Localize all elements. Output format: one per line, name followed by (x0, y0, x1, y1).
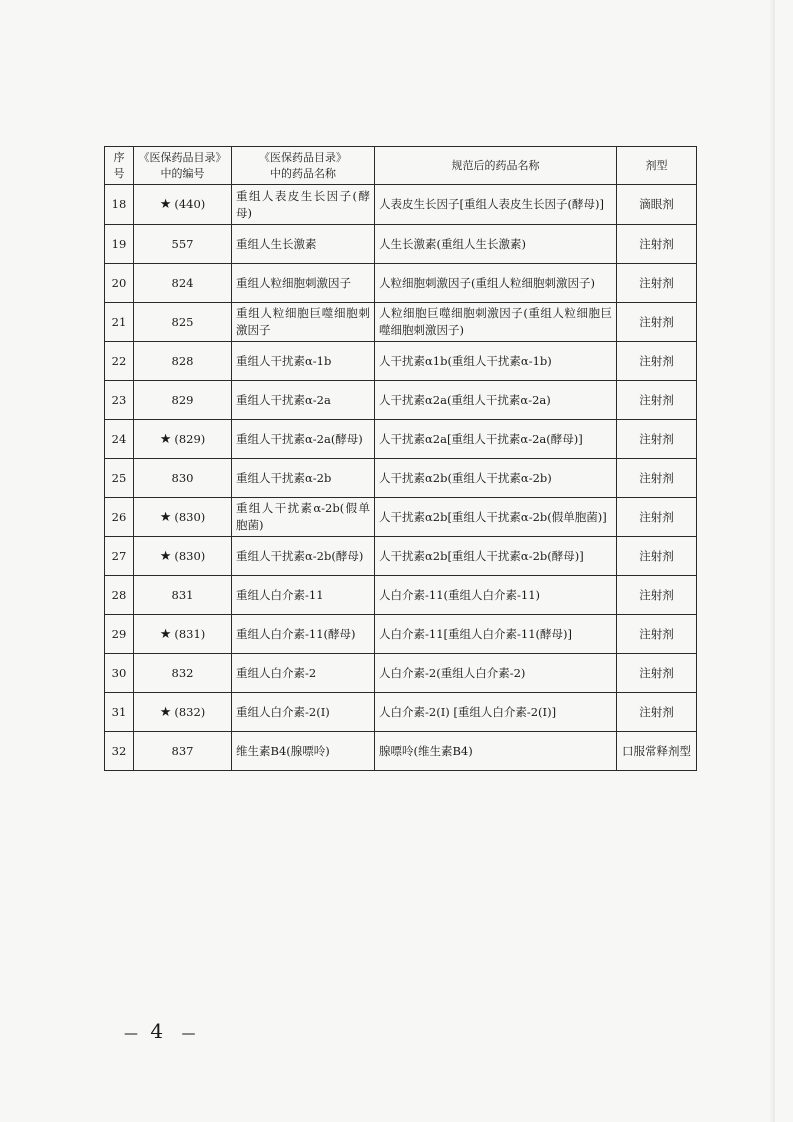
row-catalog-name: 重组人干扰素α-2b(酵母) (232, 537, 375, 576)
table-row (105, 264, 697, 303)
row-dosage-form: 注射剂 (617, 615, 697, 654)
row-catalog-code (134, 264, 232, 303)
row-catalog-code (134, 654, 232, 693)
table-row (105, 420, 697, 459)
row-catalog-code (134, 420, 232, 459)
row-catalog-code (134, 185, 232, 225)
row-seq: 23 (105, 381, 134, 420)
row-catalog-name: 重组人粒细胞刺激因子 (232, 264, 375, 303)
row-seq: 25 (105, 459, 134, 498)
header-seq: 序号 (105, 147, 134, 185)
table-header-row (105, 147, 697, 185)
table-row (105, 732, 697, 771)
page-number-value: 4 (150, 1019, 170, 1043)
row-catalog-name: 重组人白介素-2(I) (232, 693, 375, 732)
table-row (105, 185, 697, 225)
row-dosage-form: 注射剂 (617, 420, 697, 459)
row-normalized-name: 人白介素-2(I) [重组人白介素-2(I)] (375, 693, 617, 732)
row-dosage-form: 注射剂 (617, 498, 697, 537)
header-dosage-form: 剂型 (617, 147, 697, 185)
table-row (105, 654, 697, 693)
row-normalized-name: 人干扰素α2a[重组人干扰素α-2a(酵母)] (375, 420, 617, 459)
drug-name-table (104, 146, 697, 771)
row-dosage-form: 注射剂 (617, 576, 697, 615)
row-seq: 30 (105, 654, 134, 693)
row-catalog-code (134, 732, 232, 771)
table-row (105, 342, 697, 381)
row-catalog-code (134, 459, 232, 498)
page-edge (769, 0, 775, 1122)
row-dosage-form: 注射剂 (617, 654, 697, 693)
catalog-code-value: 557 (171, 236, 194, 251)
row-dosage-form: 注射剂 (617, 381, 697, 420)
row-seq: 19 (105, 225, 134, 264)
star-icon: ★ (159, 548, 172, 564)
star-icon: ★ (159, 626, 172, 642)
table-row (105, 303, 697, 342)
row-seq: 29 (105, 615, 134, 654)
row-catalog-name: 重组人干扰素α-2a(酵母) (232, 420, 375, 459)
row-catalog-name: 重组人干扰素α-2b(假单胞菌) (232, 498, 375, 537)
row-normalized-name: 人白介素-11(重组人白介素-11) (375, 576, 617, 615)
star-icon: ★ (159, 704, 172, 720)
table-row (105, 615, 697, 654)
row-normalized-name: 人表皮生长因子[重组人表皮生长因子(酵母)] (375, 185, 617, 225)
row-normalized-name: 人生长激素(重组人生长激素) (375, 225, 617, 264)
row-catalog-name: 重组人表皮生长因子(酵母) (232, 185, 375, 225)
catalog-code-value: 829 (171, 392, 194, 407)
table-row (105, 225, 697, 264)
row-seq: 18 (105, 185, 134, 225)
catalog-code-value: 828 (171, 353, 194, 368)
page-number-dash-right: — (181, 1026, 196, 1042)
row-seq: 31 (105, 693, 134, 732)
header-normalized-name: 规范后的药品名称 (375, 147, 617, 185)
row-normalized-name: 人粒细胞巨噬细胞刺激因子(重组人粒细胞巨噬细胞刺激因子) (375, 303, 617, 342)
catalog-code-value: (832) (174, 704, 206, 719)
catalog-code-value: 831 (171, 587, 194, 602)
row-catalog-code (134, 225, 232, 264)
row-catalog-code (134, 693, 232, 732)
row-seq: 28 (105, 576, 134, 615)
row-catalog-code (134, 537, 232, 576)
row-dosage-form: 注射剂 (617, 693, 697, 732)
row-catalog-name: 重组人生长激素 (232, 225, 375, 264)
row-catalog-code (134, 615, 232, 654)
row-normalized-name: 人干扰素α2b[重组人干扰素α-2b(酵母)] (375, 537, 617, 576)
row-catalog-name: 重组人干扰素α-2a (232, 381, 375, 420)
catalog-code-value: (829) (174, 431, 206, 446)
row-dosage-form: 注射剂 (617, 225, 697, 264)
table-row (105, 459, 697, 498)
catalog-code-value: 825 (171, 314, 194, 329)
table-row (105, 576, 697, 615)
catalog-code-value: 837 (171, 743, 194, 758)
catalog-code-value: (830) (174, 548, 206, 563)
header-catalog-code: 《医保药品目录》 中的编号 (134, 147, 232, 185)
table-row (105, 498, 697, 537)
catalog-code-value: (830) (174, 509, 206, 524)
row-seq: 22 (105, 342, 134, 381)
catalog-code-value: (440) (174, 197, 206, 211)
row-dosage-form: 注射剂 (617, 303, 697, 342)
row-seq: 26 (105, 498, 134, 537)
row-catalog-code (134, 303, 232, 342)
star-icon: ★ (159, 509, 172, 525)
row-normalized-name: 人白介素-11[重组人白介素-11(酵母)] (375, 615, 617, 654)
table-row (105, 537, 697, 576)
row-normalized-name: 人干扰素α2a(重组人干扰素α-2a) (375, 381, 617, 420)
row-dosage-form: 口服常释剂型 (617, 732, 697, 771)
row-seq: 21 (105, 303, 134, 342)
row-normalized-name: 人粒细胞刺激因子(重组人粒细胞刺激因子) (375, 264, 617, 303)
row-dosage-form: 注射剂 (617, 537, 697, 576)
row-catalog-name: 重组人粒细胞巨噬细胞刺激因子 (232, 303, 375, 342)
catalog-code-value: (831) (174, 626, 206, 641)
row-catalog-code (134, 381, 232, 420)
row-seq: 20 (105, 264, 134, 303)
row-catalog-code (134, 576, 232, 615)
row-seq: 24 (105, 420, 134, 459)
table-row (105, 381, 697, 420)
row-catalog-name: 重组人白介素-11 (232, 576, 375, 615)
row-dosage-form: 注射剂 (617, 459, 697, 498)
row-seq: 27 (105, 537, 134, 576)
catalog-code-value: 830 (171, 470, 194, 485)
catalog-code-value: 824 (171, 275, 194, 290)
catalog-code-value: 832 (171, 665, 194, 680)
page-number-dash-left: — (124, 1026, 138, 1042)
header-catalog-name: 《医保药品目录》 中的药品名称 (232, 147, 375, 185)
row-dosage-form: 注射剂 (617, 264, 697, 303)
star-icon: ★ (159, 197, 172, 212)
row-normalized-name: 人干扰素α2b[重组人干扰素α-2b(假单胞菌)] (375, 498, 617, 537)
row-catalog-name: 重组人干扰素α-1b (232, 342, 375, 381)
row-seq: 32 (105, 732, 134, 771)
row-catalog-name: 重组人白介素-11(酵母) (232, 615, 375, 654)
row-normalized-name: 人干扰素α2b(重组人干扰素α-2b) (375, 459, 617, 498)
star-icon: ★ (159, 431, 172, 447)
row-catalog-name: 重组人干扰素α-2b (232, 459, 375, 498)
row-catalog-name: 维生素B4(腺嘌呤) (232, 732, 375, 771)
row-catalog-name: 重组人白介素-2 (232, 654, 375, 693)
table-row (105, 693, 697, 732)
row-catalog-code (134, 342, 232, 381)
row-normalized-name: 人干扰素α1b(重组人干扰素α-1b) (375, 342, 617, 381)
row-normalized-name: 人白介素-2(重组人白介素-2) (375, 654, 617, 693)
row-dosage-form: 滴眼剂 (617, 185, 697, 225)
page-number (124, 1019, 195, 1043)
row-catalog-code (134, 498, 232, 537)
row-dosage-form: 注射剂 (617, 342, 697, 381)
row-normalized-name: 腺嘌呤(维生素B4) (375, 732, 617, 771)
